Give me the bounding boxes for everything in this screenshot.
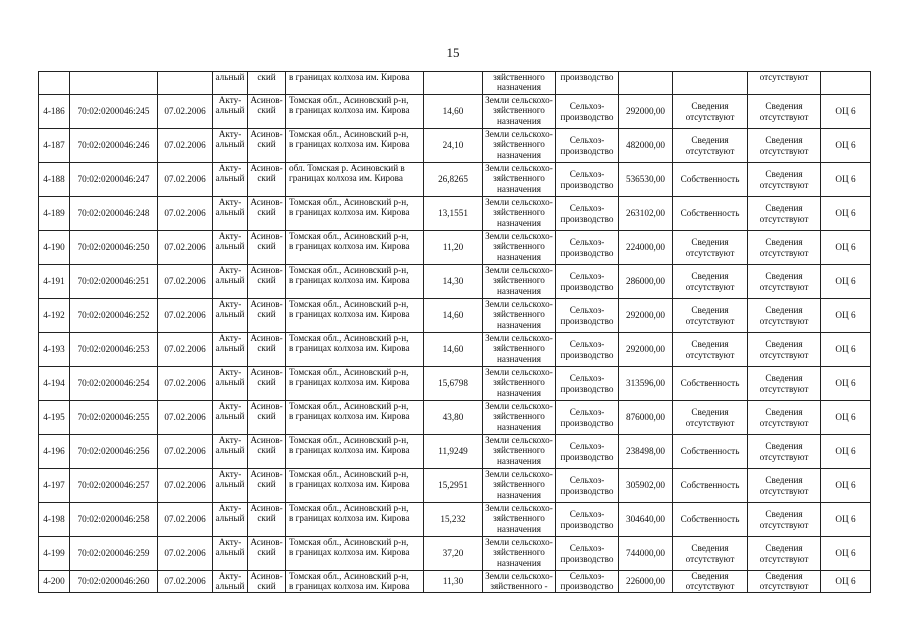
cell-id: 4-199	[39, 537, 70, 571]
cell-address: Томская обл., Асиновский р-н, в границах колхоза им. Кирова	[286, 401, 424, 435]
cell-district: Асинов- ский	[248, 231, 286, 265]
cell-category: Земли сельскохо- зяйственного назначения	[483, 197, 556, 231]
cell-status: Акту- альный	[213, 401, 248, 435]
cell-address: Томская обл., Асиновский р-н, в границах колхоза им. Кирова	[286, 333, 424, 367]
cell-area: 13,1551	[424, 197, 483, 231]
cell-area: 11,9249	[424, 435, 483, 469]
cell-value: 263102,00	[619, 197, 673, 231]
cell-id: 4-197	[39, 469, 70, 503]
cell-category: Земли сельскохо- зяйственного назначения	[483, 469, 556, 503]
cell-area: 11,30	[424, 571, 483, 593]
cell-id: 4-189	[39, 197, 70, 231]
cell-owner: Сведения отсутствуют	[673, 129, 748, 163]
cell-code: ОЦ 6	[821, 95, 871, 129]
cell-cadastral: 70:02:0200046:252	[70, 299, 158, 333]
cell-status: Акту- альный	[213, 537, 248, 571]
cell-category: Земли сельскохо- зяйственного назначения	[483, 503, 556, 537]
cell-id: 4-188	[39, 163, 70, 197]
cell-category: Земли сельскохо- зяйственного назначения	[483, 401, 556, 435]
cell-use: Сельхоз- производство	[556, 265, 619, 299]
cell-district: Асинов- ский	[248, 503, 286, 537]
cell-address: Томская обл., Асиновский р-н, в границах колхоза им. Кирова	[286, 537, 424, 571]
cell-district: Асинов- ский	[248, 265, 286, 299]
cell-cadastral: 70:02:0200046:259	[70, 537, 158, 571]
cell-address: Томская обл., Асиновский р-н, в границах колхоза им. Кирова	[286, 265, 424, 299]
cell-rights: Сведения отсутствуют	[748, 231, 821, 265]
cell-value	[619, 72, 673, 95]
cell-address: в границах колхоза им. Кирова	[286, 72, 424, 95]
cell-use: Сельхоз- производство	[556, 503, 619, 537]
page-number: 15	[446, 45, 460, 60]
cell-rights: Сведения отсутствуют	[748, 571, 821, 593]
cell-code: ОЦ 6	[821, 469, 871, 503]
cell-value: 482000,00	[619, 129, 673, 163]
cell-district: Асинов- ский	[248, 537, 286, 571]
cell-address: Томская обл., Асиновский р-н, в границах колхоза им. Кирова	[286, 299, 424, 333]
cell-code: ОЦ 6	[821, 333, 871, 367]
cell-district: Асинов- ский	[248, 571, 286, 593]
cell-status: Акту- альный	[213, 197, 248, 231]
continuation-row	[39, 72, 871, 95]
cell-cadastral: 70:02:0200046:255	[70, 401, 158, 435]
cell-use: Сельхоз- производство	[556, 163, 619, 197]
cell-rights: Сведения отсутствуют	[748, 197, 821, 231]
cell-district: ский	[248, 72, 286, 95]
cell-district: Асинов- ский	[248, 469, 286, 503]
cell-owner: Сведения отсутствуют	[673, 333, 748, 367]
cell-category: Земли сельскохо- зяйственного назначения	[483, 333, 556, 367]
cell-code: ОЦ 6	[821, 571, 871, 593]
cell-rights: Сведения отсутствуют	[748, 503, 821, 537]
cell-date: 07.02.2006	[158, 571, 213, 593]
cell-cadastral: 70:02:0200046:245	[70, 95, 158, 129]
cell-value: 224000,00	[619, 231, 673, 265]
table-row	[39, 265, 871, 299]
cell-code: ОЦ 6	[821, 265, 871, 299]
cell-owner: Собственность	[673, 163, 748, 197]
cell-rights: Сведения отсутствуют	[748, 367, 821, 401]
cell-id: 4-191	[39, 265, 70, 299]
table-row	[39, 129, 871, 163]
cell-value: 744000,00	[619, 537, 673, 571]
table-row	[39, 367, 871, 401]
cell-use: Сельхоз- производство	[556, 367, 619, 401]
cell-category: Земли сельскохо- зяйственного назначения	[483, 265, 556, 299]
cell-code: ОЦ 6	[821, 299, 871, 333]
cell-category: Земли сельскохо- зяйственного назначения	[483, 163, 556, 197]
cell-district: Асинов- ский	[248, 435, 286, 469]
cell-address: Томская обл., Асиновский р-н, в границах колхоза им. Кирова	[286, 95, 424, 129]
cell-area: 14,60	[424, 333, 483, 367]
table-row	[39, 197, 871, 231]
cell-address: Томская обл., Асиновский р-н, в границах колхоза им. Кирова	[286, 571, 424, 593]
cell-use: Сельхоз- производство	[556, 435, 619, 469]
cell-cadastral: 70:02:0200046:250	[70, 231, 158, 265]
cell-cadastral: 70:02:0200046:254	[70, 367, 158, 401]
table-row	[39, 435, 871, 469]
cell-date: 07.02.2006	[158, 299, 213, 333]
cell-status: Акту- альный	[213, 231, 248, 265]
cell-category: Земли сельскохо- зяйственного назначения	[483, 367, 556, 401]
cell-category: Земли сельскохо- зяйственного назначения	[483, 537, 556, 571]
cell-district: Асинов- ский	[248, 95, 286, 129]
cell-owner: Сведения отсутствуют	[673, 95, 748, 129]
cell-district: Асинов- ский	[248, 129, 286, 163]
cell-status: Акту- альный	[213, 95, 248, 129]
cell-id: 4-193	[39, 333, 70, 367]
cell-address: Томская обл., Асиновский р-н, в границах колхоза им. Кирова	[286, 503, 424, 537]
table-row	[39, 571, 871, 593]
cell-date: 07.02.2006	[158, 95, 213, 129]
cell-use: Сельхоз- производство	[556, 95, 619, 129]
cell-area: 37,20	[424, 537, 483, 571]
cell-code: ОЦ 6	[821, 367, 871, 401]
cell-date: 07.02.2006	[158, 333, 213, 367]
cell-area: 14,60	[424, 299, 483, 333]
table-row	[39, 163, 871, 197]
cell-rights: Сведения отсутствуют	[748, 401, 821, 435]
table-row	[39, 537, 871, 571]
cell-value: 304640,00	[619, 503, 673, 537]
cell-cadastral: 70:02:0200046:247	[70, 163, 158, 197]
cell-value: 292000,00	[619, 299, 673, 333]
cell-date: 07.02.2006	[158, 197, 213, 231]
cell-value: 292000,00	[619, 95, 673, 129]
cell-rights: Сведения отсутствуют	[748, 469, 821, 503]
cell-status: Акту- альный	[213, 367, 248, 401]
cell-code: ОЦ 6	[821, 537, 871, 571]
cell-id: 4-190	[39, 231, 70, 265]
cell-code: ОЦ 6	[821, 163, 871, 197]
cell-use: Сельхоз- производство	[556, 299, 619, 333]
cell-code	[821, 72, 871, 95]
cell-id: 4-195	[39, 401, 70, 435]
cell-owner: Сведения отсутствуют	[673, 537, 748, 571]
cell-rights: Сведения отсутствуют	[748, 163, 821, 197]
cell-status: Акту- альный	[213, 469, 248, 503]
cell-category: Земли сельскохо- зяйственного назначения	[483, 129, 556, 163]
cell-cadastral: 70:02:0200046:253	[70, 333, 158, 367]
cell-owner: Сведения отсутствуют	[673, 299, 748, 333]
cell-date: 07.02.2006	[158, 469, 213, 503]
cell-area: 26,8265	[424, 163, 483, 197]
cell-code: ОЦ 6	[821, 231, 871, 265]
cell-date: 07.02.2006	[158, 537, 213, 571]
cell-id: 4-196	[39, 435, 70, 469]
cell-code: ОЦ 6	[821, 401, 871, 435]
cell-address: Томская обл., Асиновский р-н, в границах колхоза им. Кирова	[286, 129, 424, 163]
cell-date: 07.02.2006	[158, 401, 213, 435]
land-registry-table	[38, 71, 871, 593]
cell-status: Акту- альный	[213, 435, 248, 469]
cell-address: Томская обл., Асиновский р-н, в границах колхоза им. Кирова	[286, 435, 424, 469]
cell-category: Земли сельскохо- зяйственного назначения	[483, 435, 556, 469]
cell-use: Сельхоз- производство	[556, 333, 619, 367]
cell-code: ОЦ 6	[821, 197, 871, 231]
cell-category: Земли сельскохо- зяйственного назначения	[483, 95, 556, 129]
cell-value: 286000,00	[619, 265, 673, 299]
cell-date: 07.02.2006	[158, 367, 213, 401]
cell-cadastral: 70:02:0200046:256	[70, 435, 158, 469]
cell-use: Сельхоз- производство	[556, 537, 619, 571]
table-body	[39, 72, 871, 593]
cell-district: Асинов- ский	[248, 299, 286, 333]
cell-address: Томская обл., Асиновский р-н, в границах колхоза им. Кирова	[286, 469, 424, 503]
cell-district: Асинов- ский	[248, 401, 286, 435]
cell-cadastral: 70:02:0200046:248	[70, 197, 158, 231]
cell-district: Асинов- ский	[248, 333, 286, 367]
cell-use: Сельхоз- производство	[556, 231, 619, 265]
cell-code: ОЦ 6	[821, 435, 871, 469]
cell-area: 24,10	[424, 129, 483, 163]
cell-district: Асинов- ский	[248, 197, 286, 231]
cell-address: обл. Томская р. Асиновский в границах колхоза им. Кирова	[286, 163, 424, 197]
cell-use: Сельхоз- производство	[556, 469, 619, 503]
cell-district: Асинов- ский	[248, 367, 286, 401]
cell-date: 07.02.2006	[158, 265, 213, 299]
cell-category: зяйственного назначения	[483, 72, 556, 95]
cell-area: 43,80	[424, 401, 483, 435]
cell-area: 14,30	[424, 265, 483, 299]
cell-value: 305902,00	[619, 469, 673, 503]
cell-rights: Сведения отсутствуют	[748, 299, 821, 333]
cell-rights: Сведения отсутствуют	[748, 435, 821, 469]
cell-address: Томская обл., Асиновский р-н, в границах колхоза им. Кирова	[286, 231, 424, 265]
cell-address: Томская обл., Асиновский р-н, в границах колхоза им. Кирова	[286, 367, 424, 401]
cell-date: 07.02.2006	[158, 129, 213, 163]
cell-owner: Собственность	[673, 367, 748, 401]
cell-id: 4-192	[39, 299, 70, 333]
table-row	[39, 333, 871, 367]
cell-status: Акту- альный	[213, 163, 248, 197]
cell-id: 4-187	[39, 129, 70, 163]
table-row	[39, 401, 871, 435]
cell-id: 4-198	[39, 503, 70, 537]
cell-cadastral: 70:02:0200046:258	[70, 503, 158, 537]
cell-code: ОЦ 6	[821, 503, 871, 537]
cell-date	[158, 72, 213, 95]
cell-value: 876000,00	[619, 401, 673, 435]
cell-status: Акту- альный	[213, 265, 248, 299]
cell-use: Сельхоз- производство	[556, 571, 619, 593]
cell-owner	[673, 72, 748, 95]
cell-status: Акту- альный	[213, 503, 248, 537]
cell-status: Акту- альный	[213, 129, 248, 163]
cell-district: Асинов- ский	[248, 163, 286, 197]
cell-value: 313596,00	[619, 367, 673, 401]
cell-date: 07.02.2006	[158, 231, 213, 265]
table-row	[39, 503, 871, 537]
cell-cadastral: 70:02:0200046:251	[70, 265, 158, 299]
cell-use: Сельхоз- производство	[556, 129, 619, 163]
table-row	[39, 95, 871, 129]
cell-date: 07.02.2006	[158, 503, 213, 537]
cell-owner: Сведения отсутствуют	[673, 571, 748, 593]
cell-owner: Собственность	[673, 469, 748, 503]
table-row	[39, 299, 871, 333]
cell-cadastral: 70:02:0200046:257	[70, 469, 158, 503]
cell-area: 15,2951	[424, 469, 483, 503]
cell-value: 292000,00	[619, 333, 673, 367]
table-row	[39, 231, 871, 265]
cell-id: 4-186	[39, 95, 70, 129]
cell-use: производство	[556, 72, 619, 95]
cell-area: 11,20	[424, 231, 483, 265]
cell-category: Земли сельскохо- зяйственного -	[483, 571, 556, 593]
cell-owner: Сведения отсутствуют	[673, 401, 748, 435]
cell-cadastral	[70, 72, 158, 95]
table-row	[39, 469, 871, 503]
cell-rights: Сведения отсутствуют	[748, 537, 821, 571]
cell-id	[39, 72, 70, 95]
cell-status: Акту- альный	[213, 571, 248, 593]
cell-owner: Собственность	[673, 197, 748, 231]
cell-area: 15,6798	[424, 367, 483, 401]
cell-owner: Сведения отсутствуют	[673, 231, 748, 265]
cell-value: 536530,00	[619, 163, 673, 197]
cell-owner: Сведения отсутствуют	[673, 265, 748, 299]
cell-value: 238498,00	[619, 435, 673, 469]
cell-owner: Собственность	[673, 435, 748, 469]
cell-area: 14,60	[424, 95, 483, 129]
cell-rights: Сведения отсутствуют	[748, 265, 821, 299]
cell-id: 4-194	[39, 367, 70, 401]
cell-category: Земли сельскохо- зяйственного назначения	[483, 231, 556, 265]
cell-rights: Сведения отсутствуют	[748, 333, 821, 367]
cell-status: Акту- альный	[213, 333, 248, 367]
cell-owner: Собственность	[673, 503, 748, 537]
cell-status: альный	[213, 72, 248, 95]
cell-category: Земли сельскохо- зяйственного назначения	[483, 299, 556, 333]
cell-status: Акту- альный	[213, 299, 248, 333]
cell-rights: Сведения отсутствуют	[748, 95, 821, 129]
cell-area: 15,232	[424, 503, 483, 537]
cell-date: 07.02.2006	[158, 435, 213, 469]
cell-id: 4-200	[39, 571, 70, 593]
cell-code: ОЦ 6	[821, 129, 871, 163]
cell-value: 226000,00	[619, 571, 673, 593]
cell-area	[424, 72, 483, 95]
cell-use: Сельхоз- производство	[556, 197, 619, 231]
cell-use: Сельхоз- производство	[556, 401, 619, 435]
cell-address: Томская обл., Асиновский р-н, в границах колхоза им. Кирова	[286, 197, 424, 231]
cell-rights: Сведения отсутствуют	[748, 129, 821, 163]
cell-cadastral: 70:02:0200046:246	[70, 129, 158, 163]
cell-date: 07.02.2006	[158, 163, 213, 197]
cell-cadastral: 70:02:0200046:260	[70, 571, 158, 593]
cell-rights: отсутствуют	[748, 72, 821, 95]
